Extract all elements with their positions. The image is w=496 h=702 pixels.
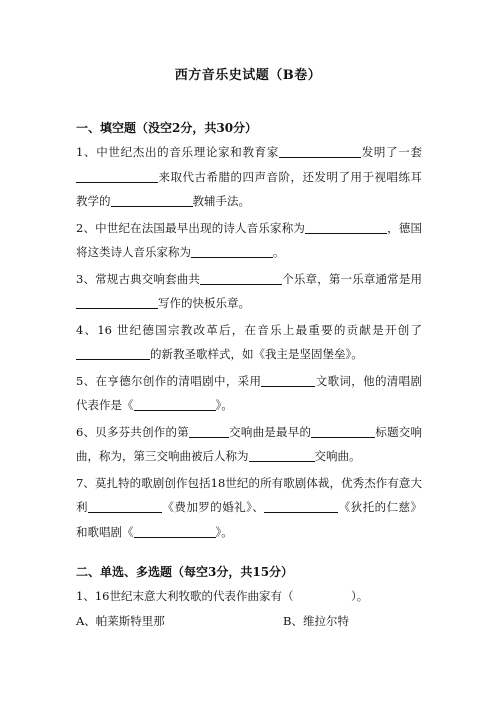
answer-blank[interactable] [76, 169, 158, 183]
answer-blank[interactable] [261, 373, 315, 387]
answer-blank[interactable] [264, 499, 338, 513]
section-1 [76, 116, 422, 544]
question-5: 5、在亨德尔创作的清唱剧中，采用 文歌词，他的清唱剧代表作是《 》。 [76, 373, 422, 412]
option-a[interactable]: A、帕莱斯特里那 [76, 613, 165, 628]
question-1: 1、中世纪杰出的音乐理论家和教育家 发明了一套来取代古希腊的四声音阶，还发明了用于视唱练耳教学的 教辅手法。 [76, 145, 422, 208]
answer-blank[interactable] [305, 220, 387, 234]
answer-blank[interactable] [111, 193, 193, 207]
question-2: 2、中世纪在法国最早出现的诗人音乐家称为 ，德国将这类诗人音乐家称为 。 [76, 220, 422, 259]
answer-blank[interactable] [88, 499, 162, 513]
answer-blank[interactable] [191, 244, 273, 258]
question-2-1: 1、16世纪末意大利牧歌的代表作曲家有（ ）。 [76, 589, 369, 603]
answer-blank[interactable] [249, 448, 315, 462]
section-2 [76, 560, 422, 633]
question-7: 7、莫扎特的歌剧创作包括18世纪的所有歌剧体裁，优秀杰作有意大利 《费加罗的婚礼》、 《狄托的仁慈》和歌唱剧《 》。 [76, 475, 423, 539]
answer-blank[interactable] [279, 144, 361, 158]
answer-blank[interactable] [189, 424, 229, 438]
section-1-heading: 一、填空题（没空2分，共30分） [76, 121, 258, 135]
answer-blank[interactable] [76, 346, 150, 360]
option-b[interactable]: B、维拉尔特 [283, 613, 349, 628]
answer-blank[interactable] [200, 271, 282, 285]
answer-blank[interactable] [134, 524, 216, 538]
section-2-heading: 二、单选、多选题（每空3分，共15分） [76, 565, 294, 579]
question-6: 6、贝多芬共创作的第 交响曲是最早的 标题交响曲，称为，第三交响曲被后人称为 交响曲。 [76, 424, 423, 463]
options-row [76, 609, 422, 633]
question-3: 3、常规古典交响套曲共 个乐章，第一乐章通常是用写作的快板乐章。 [76, 271, 422, 310]
question-4: 4、16 世纪德国宗教改革后，在音乐上最重要的贡献是开创了的新教圣歌样式，如《我主是坚固堡垒》。 [76, 322, 422, 361]
exam-title: 西方音乐史试题（B卷） [174, 68, 322, 83]
answer-blank[interactable] [311, 424, 375, 438]
answer-blank[interactable] [134, 397, 216, 411]
answer-blank[interactable] [76, 295, 158, 309]
